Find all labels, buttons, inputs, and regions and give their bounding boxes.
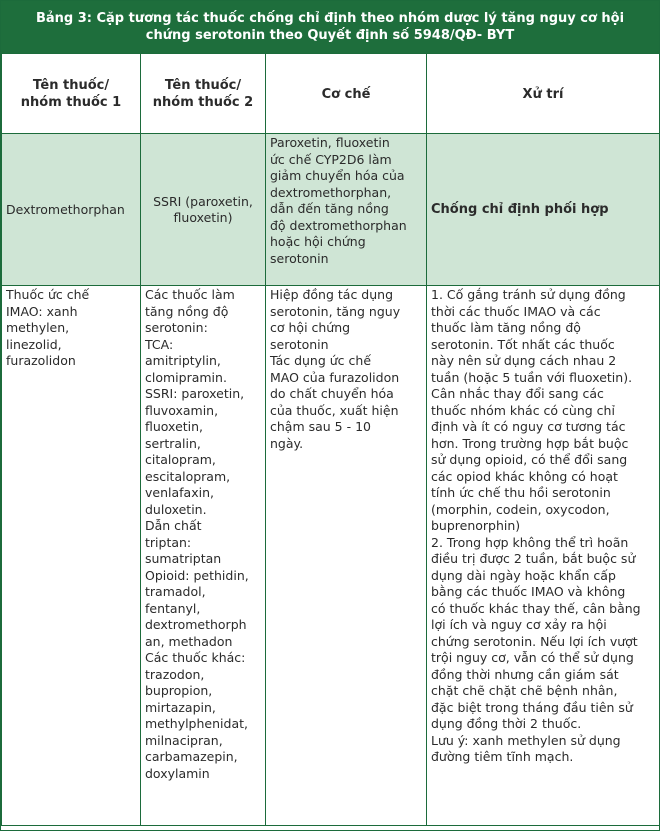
row2-mechanism-line: chậm sau 5 - 10: [270, 419, 371, 434]
row2-drug2-line: carbamazepin,: [145, 749, 238, 764]
row2-drug1-line: furazolidon: [6, 353, 76, 368]
row2-mechanism: [266, 286, 427, 826]
header-drug-group-2: [141, 54, 266, 134]
row2-drug2-line: duloxetin.: [145, 501, 207, 517]
table-row: [2, 286, 660, 826]
row2-management-line: điều trị được 2 tuần, bắt buộc sử: [431, 551, 636, 566]
row2-management-line: bằng các thuốc IMAO và không: [431, 584, 626, 599]
header-mechanism: Cơ chế: [266, 54, 427, 134]
row2-drug2-line: escitalopram,: [145, 468, 231, 484]
header-col1-line2: nhóm thuốc 1: [20, 95, 122, 110]
row1-drug1: Dextromethorphan: [2, 134, 141, 286]
header-drug-group-1: [2, 54, 141, 134]
row2-drug1-line: linezolid,: [6, 336, 62, 352]
row2-drug2-line: TCA:: [145, 336, 174, 352]
row2-mechanism-line: MAO của furazolidon: [270, 369, 400, 385]
row2-mechanism-line: Hiệp đồng tác dụng: [270, 287, 394, 302]
row1-mechanism-line: dextromethorphan,: [270, 184, 392, 200]
row2-management-line: các opiod khác không có hoạt: [431, 468, 618, 484]
row2-management-line: thuốc nhóm khác có cùng chỉ: [431, 402, 615, 418]
row1-mechanism-line: serotonin: [270, 250, 329, 266]
row2-mechanism-line: serotonin, tăng nguy: [270, 303, 401, 319]
row2-drug2-line: Opioid: pethidin,: [145, 567, 249, 583]
header-col2-line1: Tên thuốc/: [164, 78, 242, 93]
row2-drug2-line: an, methadon: [145, 633, 233, 649]
row2-management-line: chứng serotonin. Nếu lợi ích vượt: [431, 633, 638, 649]
row2-management-line: thời các thuốc IMAO và các: [431, 303, 601, 319]
row2-management-line: serotonin. Tốt nhất các thuốc: [431, 336, 615, 352]
row2-management-line: lợi ích và nguy cơ xảy ra hội: [431, 617, 607, 632]
row1-mechanism-line: ức chế CYP2D6 làm: [270, 151, 392, 167]
row1-mechanism-line: dẫn đến tăng nồng: [270, 201, 389, 216]
row2-management-line: 1. Cố gắng tránh sử dụng đồng: [431, 287, 626, 302]
row2-drug2-line: tramadol,: [145, 584, 206, 599]
row1-management: Chống chỉ định phối hợp: [427, 134, 660, 286]
row1-mechanism-line: giảm chuyển hóa của: [270, 168, 405, 183]
row1-mechanism-line: hoặc hội chứng: [270, 234, 366, 249]
row2-mechanism-line: Tác dụng ức chế: [270, 353, 372, 368]
row2-drug2-line: mirtazapin,: [145, 699, 216, 715]
row2-management: [427, 286, 660, 826]
row2-drug1-line: methylen,: [6, 320, 70, 335]
row1-drug2-line1: SSRI (paroxetin,: [153, 193, 253, 209]
row1-drug2-line2: fluoxetin): [173, 210, 233, 225]
row1-mechanism-line: Paroxetin, fluoxetin: [270, 135, 390, 150]
row2-mechanism-line: của thuốc, xuất hiện: [270, 402, 399, 418]
row2-management-line: chặt chẽ chặt chẽ bệnh nhân,: [431, 683, 618, 698]
interaction-table: [1, 53, 660, 826]
row2-mechanism-line: cơ hội chứng: [270, 320, 351, 335]
row2-drug2-line: trazodon,: [145, 666, 205, 682]
row2-management-line: đặc biệt trong tháng đầu tiên sử: [431, 699, 633, 715]
row2-management-line: (morphin, codein, oxycodon,: [431, 501, 610, 517]
row2-management-line: dụng dài ngày hoặc khẩn cấp: [431, 567, 616, 583]
row2-drug2-line: SSRI: paroxetin,: [145, 386, 245, 401]
row2-management-line: trội nguy cơ, vẫn có thể sử dụng: [431, 650, 634, 665]
row2-drug2-line: venlafaxin,: [145, 485, 214, 500]
row2-drug1-line: Thuốc ức chế: [6, 287, 90, 302]
row2-drug2-line: clomipramin.: [145, 369, 227, 385]
row2-management-line: 2. Trong hợp không thể trì hoãn: [431, 534, 629, 550]
row2-drug2-line: doxylamin: [145, 765, 210, 781]
row2-management-line: tính ức chế thu hồi serotonin: [431, 485, 611, 500]
row2-management-line: đường tiêm tĩnh mạch.: [431, 749, 574, 764]
row2-management-line: sử dụng opioid, có thể đổi sang: [431, 452, 628, 467]
header-col2-line2: nhóm thuốc 2: [152, 95, 254, 110]
row2-drug2-line: methylphenidat,: [145, 716, 248, 731]
row2-drug2-line: Dẫn chất: [145, 518, 202, 533]
row1-mechanism-line: độ dextromethorphan: [270, 217, 407, 233]
row2-drug2-line: amitriptylin,: [145, 353, 221, 368]
table-title: [1, 1, 659, 53]
title-line-2: chứng serotonin theo Quyết định số 5948/QĐ- BYT: [145, 28, 515, 43]
row2-management-line: dụng đồng thời 2 thuốc.: [431, 716, 582, 731]
row2-mechanism-line: do chất chuyển hóa: [270, 386, 394, 401]
row2-drug2: [141, 286, 266, 826]
row2-drug2-line: dextromethorph: [145, 617, 247, 632]
row2-drug2-line: fluvoxamin,: [145, 402, 219, 418]
row2-drug2-line: Các thuốc khác:: [145, 650, 246, 665]
header-col1-line1: Tên thuốc/: [32, 78, 110, 93]
row2-mechanism-line: serotonin: [270, 336, 329, 352]
row2-management-line: định và ít có nguy cơ tương tác: [431, 419, 626, 434]
title-line-1: Bảng 3: Cặp tương tác thuốc chống chỉ định theo nhóm dược lý tăng nguy cơ hội: [35, 11, 625, 26]
row2-drug2-line: Các thuốc làm: [145, 287, 235, 302]
row2-drug2-line: sumatriptan: [145, 551, 222, 566]
row2-management-line: hơn. Trong trường hợp bắt buộc: [431, 435, 629, 451]
row2-management-line: buprenorphin): [431, 518, 521, 533]
row2-management-line: Lưu ý: xanh methylen sử dụng: [431, 732, 621, 748]
row2-management-line: đồng thời nhưng cần giám sát: [431, 666, 619, 682]
row1-mechanism: [266, 134, 427, 286]
row2-drug2-line: triptan:: [145, 534, 192, 550]
row2-management-line: này nên sử dụng cách nhau 2: [431, 353, 617, 368]
row2-mechanism-line: ngày.: [270, 435, 304, 451]
row2-management-line: Cân nhắc thay đổi sang các: [431, 386, 604, 401]
row2-drug1: [2, 286, 141, 826]
row2-management-line: tuần (hoặc 5 tuần với fluoxetin).: [431, 369, 633, 385]
row2-drug2-line: tăng nồng độ: [145, 303, 229, 319]
row1-drug2: [141, 134, 266, 286]
row2-drug2-line: milnacipran,: [145, 732, 223, 748]
row2-drug2-line: bupropion,: [145, 683, 213, 698]
row2-drug2-line: fluoxetin,: [145, 419, 204, 434]
table-row: [2, 134, 660, 286]
row2-management-line: có thuốc khác thay thế, cân bằng: [431, 600, 641, 616]
row2-drug2-line: serotonin:: [145, 320, 208, 335]
row2-management-line: thuốc làm tăng nồng độ: [431, 320, 581, 335]
row2-drug2-line: citalopram,: [145, 452, 216, 467]
header-management: Xử trí: [427, 54, 660, 134]
row2-drug2-line: fentanyl,: [145, 600, 201, 616]
table-header-row: [2, 54, 660, 134]
row2-drug1-line: IMAO: xanh: [6, 303, 78, 319]
row2-drug2-line: sertralin,: [145, 435, 201, 451]
